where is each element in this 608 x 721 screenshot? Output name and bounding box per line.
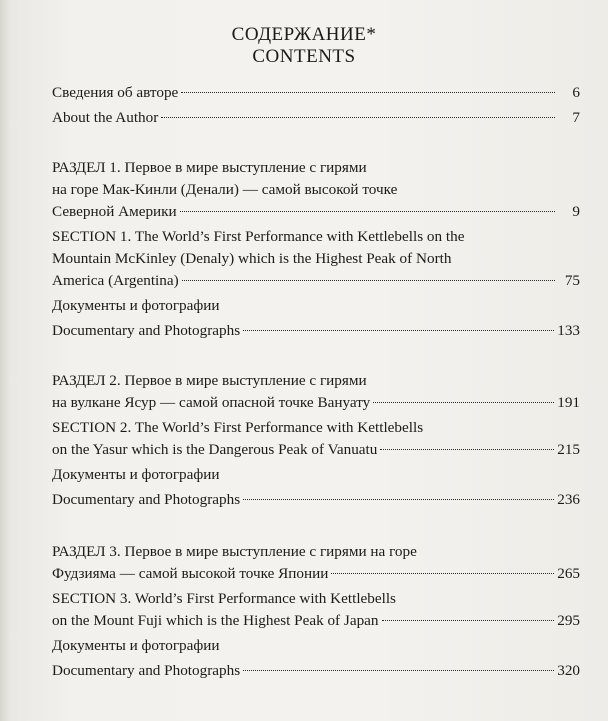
toc-entry-text: Северной Америки xyxy=(52,203,177,220)
page-gutter-shadow xyxy=(0,0,10,721)
toc-page-number: 75 xyxy=(564,272,580,289)
toc-line xyxy=(52,439,580,461)
toc-entry-author-ru xyxy=(52,82,580,104)
toc-page-number: 320 xyxy=(557,662,580,679)
toc-entry-section-2-ru xyxy=(52,370,580,414)
toc-entry-text: Сведения об авторе xyxy=(52,84,179,101)
toc-entry-text: на вулкане Ясур — самой опасной точке Вануату xyxy=(52,394,371,411)
dot-leader xyxy=(380,449,554,450)
toc-entry-author-en xyxy=(52,107,580,129)
toc-entry-text: Фудзияма — самой высокой точке Японии xyxy=(52,565,329,582)
dot-leader xyxy=(181,92,555,93)
dot-leader xyxy=(243,670,554,671)
section-gap xyxy=(52,514,580,541)
toc-page-number: 265 xyxy=(557,565,580,582)
dot-leader xyxy=(243,330,554,331)
toc-line xyxy=(52,489,580,511)
toc-line: Документы и фотографии xyxy=(52,637,220,654)
toc-line: SECTION 3. World’s First Performance with Kettlebells xyxy=(52,590,396,607)
toc-entry-section-1-en xyxy=(52,226,580,292)
toc-entry-documents-3-ru xyxy=(52,635,580,657)
toc-entry-text: Documentary and Photographs xyxy=(52,662,241,679)
toc-line: РАЗДЕЛ 2. Первое в мире выступление с гирями xyxy=(52,372,367,389)
toc-entry-documents-2-ru xyxy=(52,464,580,486)
toc-entry-text: America (Argentina) xyxy=(52,272,179,289)
toc-line xyxy=(52,82,580,104)
contents-title-en: CONTENTS xyxy=(252,46,356,67)
toc-line: Документы и фотографии xyxy=(52,297,220,314)
toc-page-number: 7 xyxy=(572,109,580,126)
toc-entry-documents-3-en xyxy=(52,660,580,682)
toc-page-number: 133 xyxy=(557,322,580,339)
dot-leader xyxy=(243,499,554,500)
toc-line: РАЗДЕЛ 1. Первое в мире выступление с гирями xyxy=(52,159,367,176)
toc-entry-section-2-en xyxy=(52,417,580,461)
toc-entry-section-1-ru xyxy=(52,157,580,223)
toc-line xyxy=(52,660,580,682)
toc-page-number: 295 xyxy=(557,612,580,629)
toc-entry-text: Documentary and Photographs xyxy=(52,322,241,339)
toc-entry-documents-1-en xyxy=(52,320,580,342)
toc-line xyxy=(52,563,580,585)
table-of-contents xyxy=(52,82,580,685)
dot-leader xyxy=(382,620,555,621)
dot-leader xyxy=(161,117,555,118)
dot-leader xyxy=(331,573,554,574)
toc-line xyxy=(52,320,580,342)
toc-entry-text: Documentary and Photographs xyxy=(52,491,241,508)
toc-page-number: 191 xyxy=(557,394,580,411)
dot-leader xyxy=(180,211,555,212)
toc-line: Документы и фотографии xyxy=(52,466,220,483)
section-gap xyxy=(52,132,580,157)
dot-leader xyxy=(373,402,554,403)
toc-line xyxy=(52,201,580,223)
toc-entry-text: About the Author xyxy=(52,109,159,126)
section-gap xyxy=(52,345,580,370)
toc-entry-text: on the Mount Fuji which is the Highest Peak of Japan xyxy=(52,612,379,629)
toc-entry-documents-2-en xyxy=(52,489,580,511)
toc-entry-section-3-ru xyxy=(52,541,580,585)
toc-line: РАЗДЕЛ 3. Первое в мире выступление с гирями на горе xyxy=(52,543,417,560)
toc-page-number: 215 xyxy=(557,441,580,458)
toc-line xyxy=(52,610,580,632)
toc-line: на горе Мак-Кинли (Денали) — самой высокой точке xyxy=(52,181,398,198)
contents-title-ru: СОДЕРЖАНИЕ* xyxy=(231,24,377,45)
toc-page-number: 9 xyxy=(572,203,580,220)
toc-line xyxy=(52,107,580,129)
toc-entry-section-3-en xyxy=(52,588,580,632)
toc-line: SECTION 2. The World’s First Performance with Kettlebells xyxy=(52,419,424,436)
toc-line xyxy=(52,270,580,292)
toc-page-number: 236 xyxy=(557,491,580,508)
toc-line: Mountain McKinley (Denaly) which is the Highest Peak of North xyxy=(52,250,452,267)
toc-entry-text: on the Yasur which is the Dangerous Peak of Vanuatu xyxy=(52,441,378,458)
dot-leader xyxy=(182,280,555,281)
toc-line xyxy=(52,392,580,414)
toc-line: SECTION 1. The World’s First Performance with Kettlebells on the xyxy=(52,228,465,245)
toc-page-number: 6 xyxy=(572,84,580,101)
toc-entry-documents-1-ru xyxy=(52,295,580,317)
